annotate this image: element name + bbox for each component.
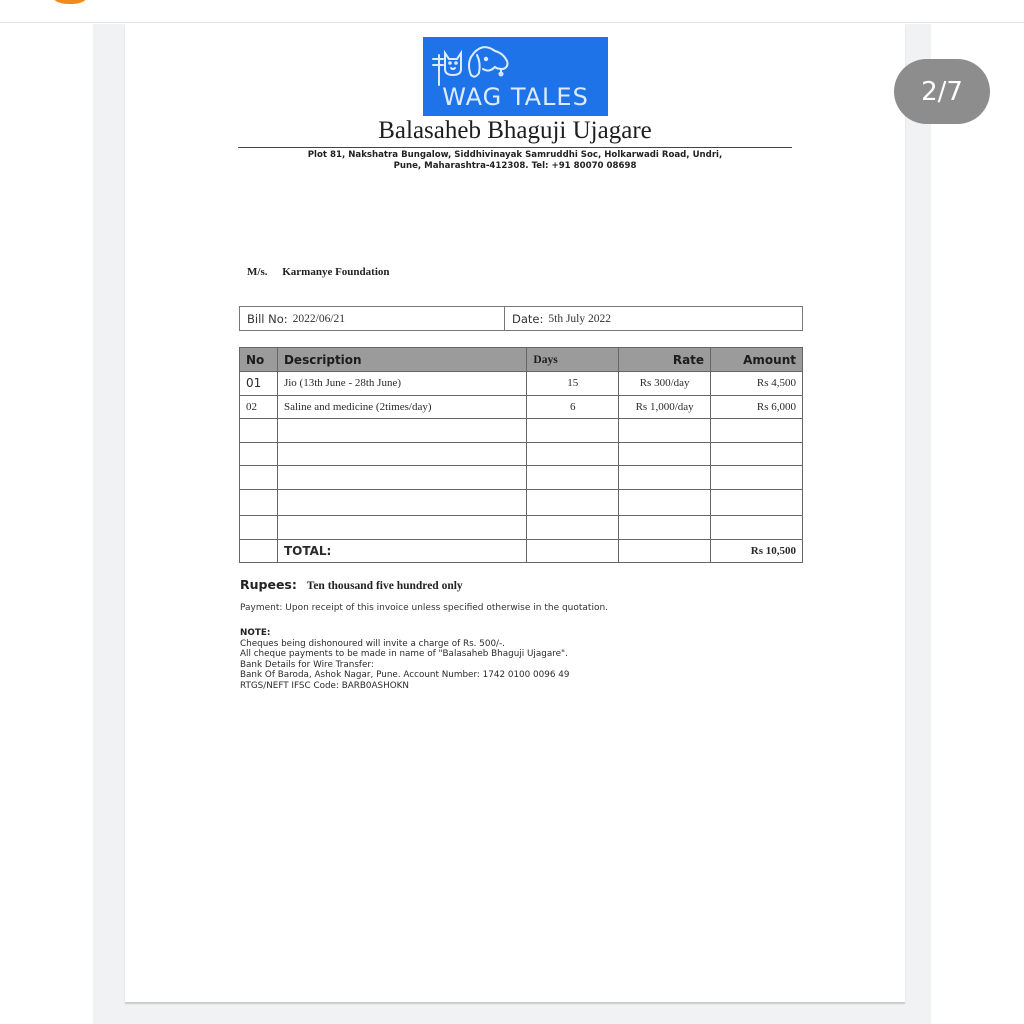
total-amount: Rs 10,500 <box>711 539 803 563</box>
recipient <box>247 266 390 278</box>
column-header-rate: Rate <box>619 348 711 372</box>
empty-row <box>240 489 803 515</box>
empty-row <box>240 442 803 466</box>
letterhead-divider <box>238 147 792 148</box>
column-header-amount: Amount <box>711 348 803 372</box>
company-address <box>238 150 792 172</box>
logo-wordmark: WAG TALES <box>442 83 589 111</box>
row-description: Saline and medicine (2times/day) <box>277 395 526 419</box>
company-name: Balasaheb Bhaguji Ujagare <box>378 117 652 144</box>
app-logo-icon[interactable] <box>45 0 95 4</box>
address-line-2: Pune, Maharashtra-412308. Tel: +91 80070 08698 <box>393 161 637 171</box>
bill-number-cell <box>240 307 505 330</box>
rupees-label: Rupees: <box>240 577 297 592</box>
invoice-items-table <box>239 347 803 563</box>
note-line: RTGS/NEFT IFSC Code: BARB0ASHOKN <box>240 680 410 691</box>
bill-info-box <box>239 306 803 331</box>
row-amount: Rs 4,500 <box>711 372 803 396</box>
table-header-row <box>240 348 803 372</box>
row-rate: Rs 1,000/day <box>619 395 711 419</box>
wag-tales-logo <box>423 37 608 116</box>
empty-row <box>240 419 803 443</box>
bill-date-label: Date: <box>512 311 544 326</box>
column-header-no: No <box>240 348 278 372</box>
note-line: Bank Details for Wire Transfer: <box>240 659 374 670</box>
payment-terms: Payment: Upon receipt of this invoice unless specified otherwise in the quotation. <box>240 603 609 613</box>
page-indicator-badge: 2/7 <box>894 59 990 124</box>
viewer-top-bar <box>0 0 1024 23</box>
amount-in-words <box>240 577 463 592</box>
address-line-1: Plot 81, Nakshatra Bungalow, Siddhivinayak Samruddhi Soc, Holkarwadi Road, Undri, <box>307 150 723 160</box>
column-header-description: Description <box>277 348 526 372</box>
bill-date-value: 5th July 2022 <box>548 312 611 325</box>
row-description: Jio (13th June - 28th June) <box>277 372 526 396</box>
recipient-label: M/s. <box>247 266 268 278</box>
total-label: TOTAL: <box>277 539 526 563</box>
row-no: 02 <box>240 395 278 419</box>
empty-row <box>240 515 803 539</box>
note-title: NOTE: <box>240 628 271 638</box>
row-amount: Rs 6,000 <box>711 395 803 419</box>
recipient-name: Karmanye Foundation <box>282 266 390 278</box>
total-row <box>240 539 803 563</box>
row-days: 6 <box>527 395 619 419</box>
rupees-words: Ten thousand five hundred only <box>306 580 463 592</box>
bill-date-cell <box>505 307 611 330</box>
row-days: 15 <box>527 372 619 396</box>
row-no: 01 <box>240 372 278 396</box>
note-line: Bank Of Baroda, Ashok Nagar, Pune. Account Number: 1742 0100 0096 49 <box>240 670 570 680</box>
note-line: Cheques being dishonoured will invite a charge of Rs. 500/-. <box>240 638 505 649</box>
table-row <box>240 395 803 419</box>
table-row <box>240 372 803 396</box>
note-section <box>240 628 569 691</box>
column-header-days: Days <box>527 348 619 372</box>
bill-number-label: Bill No: <box>247 311 288 326</box>
note-line: All cheque payments to be made in name of "Balasaheb Bhaguji Ujagare". <box>240 649 568 659</box>
bill-number-value: 2022/06/21 <box>292 312 346 325</box>
empty-row <box>240 466 803 490</box>
row-rate: Rs 300/day <box>619 372 711 396</box>
